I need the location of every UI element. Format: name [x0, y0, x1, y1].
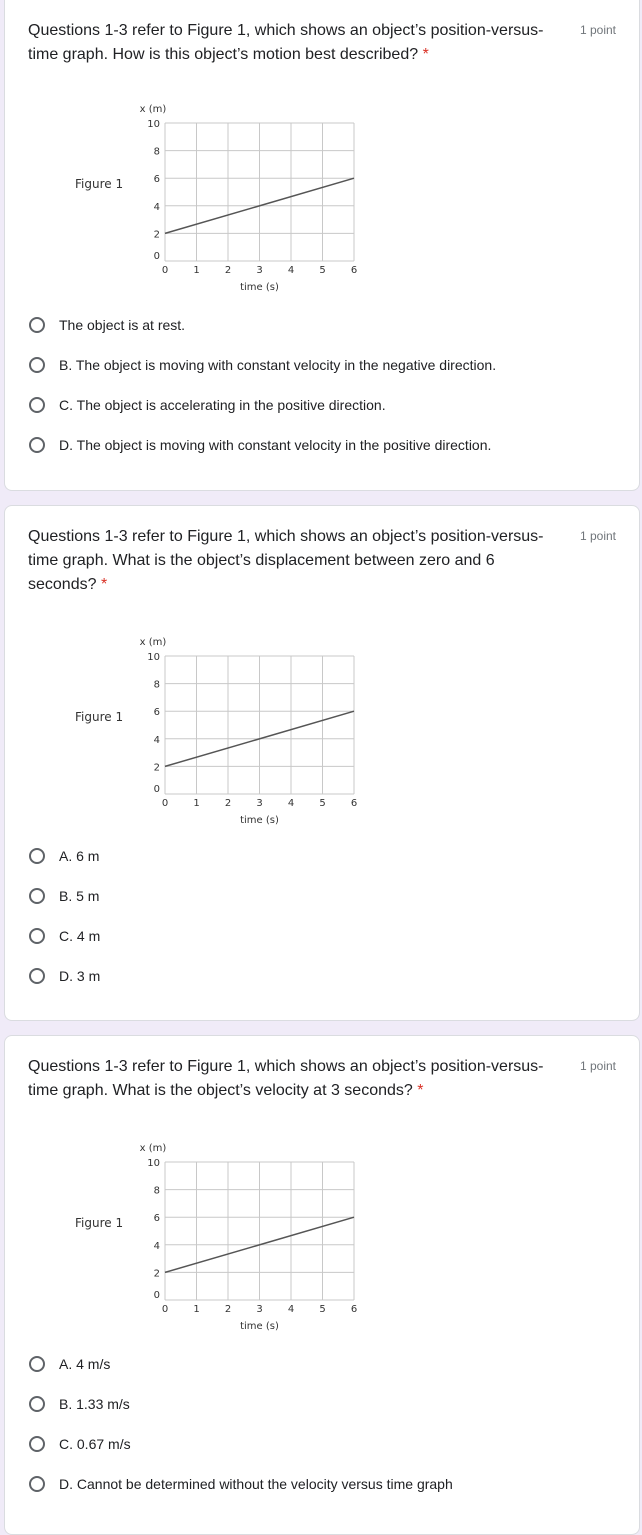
y-tick-label: 4	[153, 201, 160, 213]
x-tick-label: 1	[193, 798, 200, 809]
chart-svg	[65, 98, 365, 298]
option-a[interactable]	[29, 315, 589, 335]
y-tick-label: 0	[153, 784, 160, 795]
x-axis-label: time (s)	[240, 815, 279, 826]
chart-title: Figure 1	[75, 177, 124, 191]
y-tick-label: 2	[153, 1268, 160, 1280]
option-c[interactable]	[29, 1434, 589, 1454]
figure-1-chart	[65, 98, 365, 298]
question-title: Questions 1-3 refer to Figure 1, which shows an object’s position-versus-time graph. What is the object’s displacement between zero and 6 seconds? *	[28, 528, 544, 593]
option-d[interactable]	[29, 435, 589, 455]
y-tick-label: 6	[153, 707, 160, 719]
y-tick-label: 8	[153, 679, 160, 691]
radio-button[interactable]	[29, 968, 45, 984]
option-label: C. The object is accelerating in the positive direction.	[59, 397, 386, 413]
x-tick-label: 4	[287, 1304, 295, 1315]
x-axis-label: time (s)	[240, 1321, 279, 1332]
option-c[interactable]	[29, 926, 589, 946]
y-tick-label: 2	[153, 229, 160, 241]
question-card-1	[4, 0, 640, 491]
x-tick-label: 3	[256, 798, 263, 809]
points-label: 1 point	[579, 529, 616, 543]
y-tick-label: 0	[153, 251, 160, 262]
x-tick-label: 4	[287, 798, 295, 809]
x-tick-label: 0	[161, 265, 169, 276]
option-label: C. 4 m	[59, 928, 101, 944]
x-tick-label: 5	[319, 798, 326, 809]
radio-button[interactable]	[29, 1476, 45, 1492]
x-tick-label: 5	[319, 265, 326, 276]
y-axis-label: x (m)	[139, 1143, 167, 1154]
x-tick-label: 2	[224, 265, 232, 276]
points-label: 1 point	[579, 1059, 616, 1073]
y-axis-label: x (m)	[139, 637, 167, 648]
x-tick-label: 6	[350, 265, 358, 276]
y-tick-label: 6	[153, 174, 160, 186]
option-label: A. 4 m/s	[59, 1356, 111, 1372]
y-tick-label: 10	[147, 119, 160, 130]
chart-svg	[65, 1137, 365, 1337]
x-tick-label: 0	[161, 798, 169, 809]
figure-1-chart	[65, 631, 365, 831]
question-card-3	[4, 1035, 640, 1535]
option-d[interactable]	[29, 966, 589, 986]
y-tick-label: 8	[153, 146, 160, 158]
points-label: 1 point	[579, 23, 616, 37]
option-b[interactable]	[29, 1394, 589, 1414]
option-label: D. Cannot be determined without the velocity versus time graph	[59, 1476, 453, 1492]
radio-button[interactable]	[29, 397, 45, 413]
required-asterisk: *	[417, 1082, 424, 1099]
x-tick-label: 6	[350, 798, 358, 809]
y-tick-label: 10	[147, 652, 160, 663]
radio-button[interactable]	[29, 888, 45, 904]
y-tick-label: 2	[153, 762, 160, 774]
option-label: A. 6 m	[59, 848, 100, 864]
radio-button[interactable]	[29, 317, 45, 333]
option-label: B. 1.33 m/s	[59, 1396, 130, 1412]
option-c[interactable]	[29, 395, 589, 415]
option-label: The object is at rest.	[59, 317, 186, 333]
x-tick-label: 6	[350, 1304, 358, 1315]
option-label: D. 3 m	[59, 968, 101, 984]
radio-button[interactable]	[29, 1396, 45, 1412]
y-tick-label: 4	[153, 734, 160, 746]
y-tick-label: 6	[153, 1213, 160, 1225]
x-tick-label: 4	[287, 265, 295, 276]
radio-button[interactable]	[29, 848, 45, 864]
option-b[interactable]	[29, 355, 589, 375]
option-label: D. The object is moving with constant velocity in the positive direction.	[59, 437, 492, 453]
chart-title: Figure 1	[75, 710, 124, 724]
radio-button[interactable]	[29, 928, 45, 944]
y-tick-label: 4	[153, 1240, 160, 1252]
radio-button[interactable]	[29, 437, 45, 453]
x-tick-label: 1	[193, 265, 200, 276]
required-asterisk: *	[422, 46, 429, 63]
option-a[interactable]	[29, 846, 589, 866]
x-tick-label: 2	[224, 798, 232, 809]
x-tick-label: 3	[256, 265, 263, 276]
option-label: C. 0.67 m/s	[59, 1436, 131, 1452]
x-tick-label: 5	[319, 1304, 326, 1315]
x-axis-label: time (s)	[240, 282, 279, 293]
option-b[interactable]	[29, 886, 589, 906]
option-label: B. The object is moving with constant velocity in the negative direction.	[59, 357, 497, 373]
figure-1-chart	[65, 1137, 365, 1337]
question-title: Questions 1-3 refer to Figure 1, which shows an object’s position-versus-time graph. What is the object’s velocity at 3 seconds? *	[28, 1058, 544, 1099]
y-tick-label: 8	[153, 1185, 160, 1197]
required-asterisk: *	[100, 576, 108, 593]
question-title: Questions 1-3 refer to Figure 1, which shows an object’s position-versus-time graph. How is this object’s motion best described? *	[28, 22, 544, 63]
chart-title: Figure 1	[75, 1216, 124, 1230]
radio-button[interactable]	[29, 1356, 45, 1372]
y-tick-label: 10	[147, 1158, 160, 1169]
x-tick-label: 1	[193, 1304, 200, 1315]
chart-svg	[65, 631, 365, 831]
question-card-2	[4, 505, 640, 1021]
option-label: B. 5 m	[59, 888, 100, 904]
radio-button[interactable]	[29, 357, 45, 373]
radio-button[interactable]	[29, 1436, 45, 1452]
x-tick-label: 0	[161, 1304, 169, 1315]
y-axis-label: x (m)	[139, 104, 167, 115]
y-tick-label: 0	[153, 1290, 160, 1301]
x-tick-label: 2	[224, 1304, 232, 1315]
x-tick-label: 3	[256, 1304, 263, 1315]
option-a[interactable]	[29, 1354, 589, 1374]
option-d[interactable]	[29, 1474, 589, 1494]
